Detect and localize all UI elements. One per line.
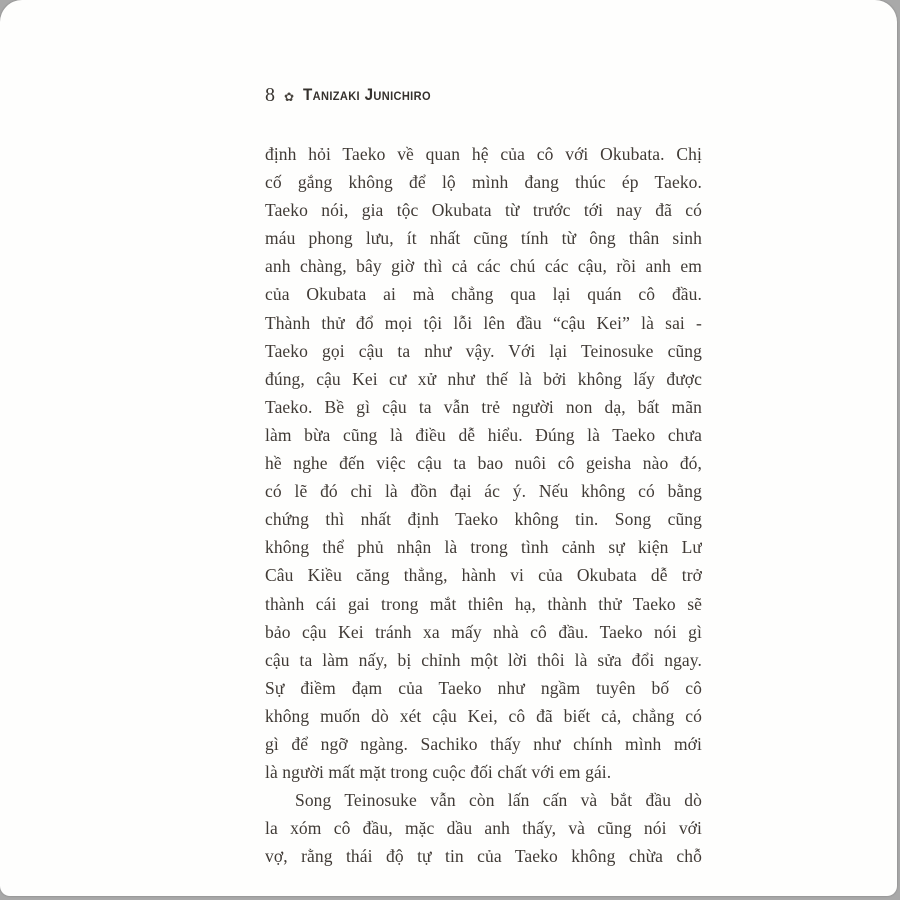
text-line: làm bừa cũng là điều dễ hiểu. Đúng là Taeko chưa [265, 424, 702, 445]
text-line: hề nghe đến việc cậu ta bao nuôi cô geisha nào đó, [265, 453, 702, 474]
text-line: Thành thử đổ mọi tội lỗi lên đầu “cậu Kei” là sai - [265, 312, 702, 333]
text-line: gì để ngỡ ngàng. Sachiko thấy như chính mình mới [265, 733, 702, 754]
text-line: đúng, cậu Kei cư xử như thế là bởi không lấy được [265, 368, 702, 389]
text-line: không muốn dò xét cậu Kei, cô đã biết cả, chẳng có [265, 705, 702, 726]
text-line: có lẽ đó chỉ là đồn đại ác ý. Nếu không có bằng [265, 481, 702, 502]
running-header [265, 84, 702, 107]
text-line: là người mất mặt trong cuộc đối chất với em gái. [265, 762, 612, 783]
text-line: cố gắng không để lộ mình đang thúc ép Taeko. [265, 172, 702, 193]
text-line: Câu Kiều căng thẳng, hành vi của Okubata dễ trở [265, 565, 702, 586]
text-line: Taeko. Bề gì cậu ta vẫn trẻ người non dạ, bất mãn [265, 396, 702, 417]
paragraph [265, 786, 702, 870]
author-name: Tanizaki Junichiro [303, 86, 431, 104]
text-line: định hỏi Taeko về quan hệ của cô với Okubata. Chị [265, 144, 702, 164]
text-line: Sự điềm đạm của Taeko như ngầm tuyên bố cô [265, 677, 702, 698]
text-line: cậu ta làm nấy, bị chỉnh một lời thôi là sửa đổi ngay. [265, 649, 702, 670]
text-line: vợ, rằng thái độ tự tin của Taeko không chừa chỗ [265, 846, 702, 867]
text-line: anh chàng, bây giờ thì cả các chú các cậu, rồi anh em [265, 256, 702, 277]
text-line: máu phong lưu, ít nhất cũng tính từ ông thân sinh [265, 228, 702, 249]
text-line: la xóm cô đầu, mặc dầu anh thấy, và cũng nói với [265, 818, 702, 839]
page-number: 8 [265, 84, 275, 106]
text-line: Taeko nói, gia tộc Okubata từ trước tới nay đã có [265, 200, 702, 221]
text-line: bảo cậu Kei tránh xa mấy nhà cô đầu. Taeko nói gì [265, 621, 702, 642]
text-line: của Okubata ai mà chẳng qua lại quán cô đầu. [265, 284, 702, 305]
flower-ornament-icon: ✿ [284, 89, 295, 104]
text-line: Song Teinosuke vẫn còn lấn cấn và bắt đầu dò [295, 790, 702, 811]
paragraph [265, 140, 702, 786]
text-line: thành cái gai trong mắt thiên hạ, thành thử Taeko sẽ [265, 593, 702, 614]
text-line: chứng thì nhất định Taeko không tin. Song cũng [265, 509, 702, 530]
text-block [265, 140, 702, 870]
text-line: không thể phủ nhận là trong tình cảnh sự kiện Lư [265, 537, 702, 558]
page-content [265, 84, 702, 870]
text-line: Taeko gọi cậu ta như vậy. Với lại Teinosuke cũng [265, 340, 702, 361]
